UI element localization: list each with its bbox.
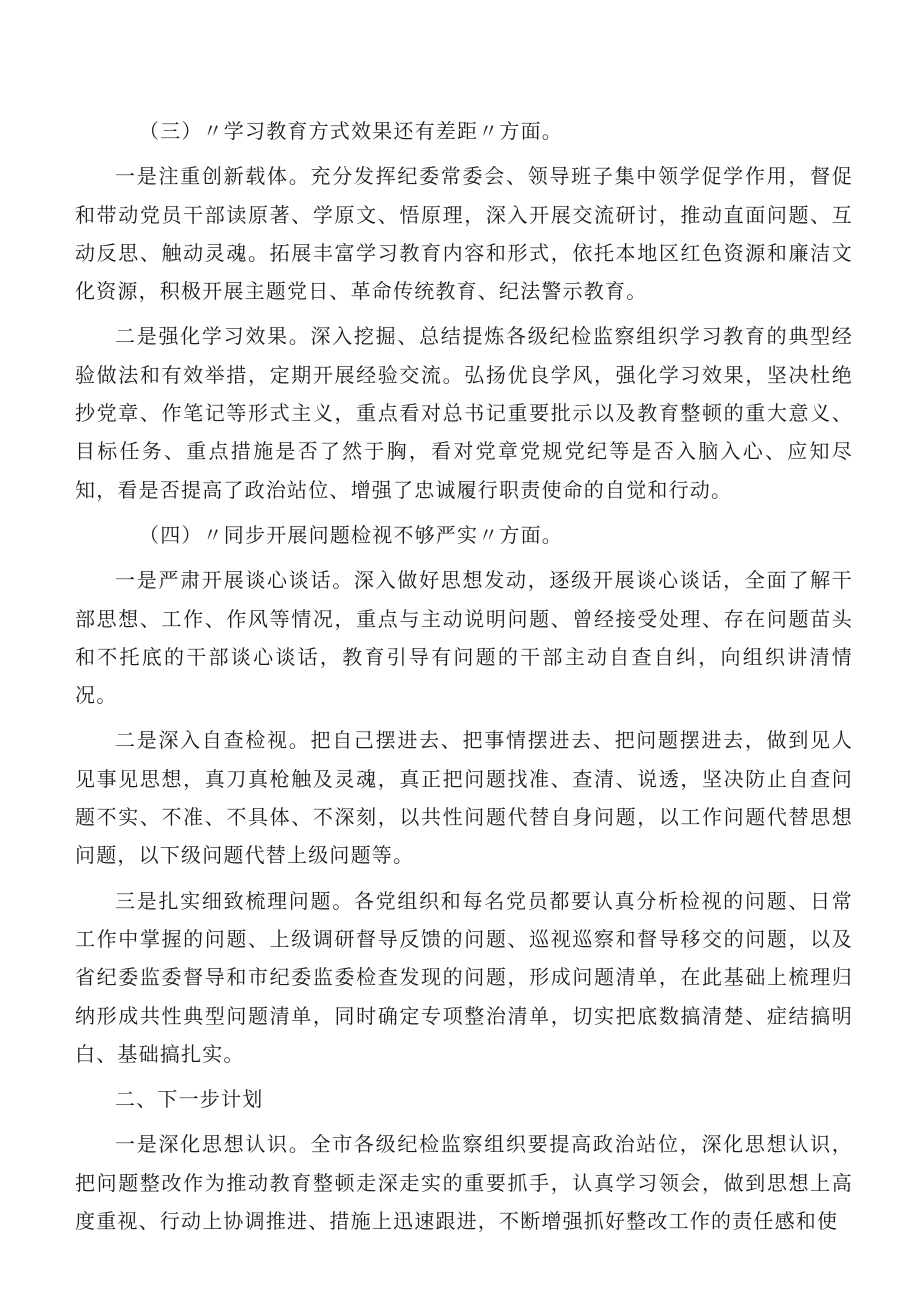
paragraph-strengthen-learning: 二是强化学习效果。深入挖掘、总结提炼各级纪检监察组织学习教育的典型经验做法和有效举措，定期开展经验交流。弘扬优良学风，强化学习效果，坚决杜绝抄党章、作笔记等形式主义，重点看对总书记重要批示以及教育整顿的重大意义、目标任务、重点措施是否了然于胸，看对党章党规党纪等是否入脑入心、应知尽知，看是否提高了政治站位、增强了忠诚履行职责使命的自觉和行动。 — [75, 324, 853, 502]
paragraph-deepen-understanding: 一是深化思想认识。全市各级纪检监察组织要提高政治站位，深化思想认识，把问题整改作为推动教育整顿走深走实的重要抓手，认真学习领会，做到思想上高度重视、行动上协调推进、措施上迅速跟进，不断增强抓好整改工作的责任感和使 — [75, 1132, 853, 1234]
heading-section-four: （四）〃同步开展问题检视不够严实〃方面。 — [139, 522, 563, 547]
section-title-next-plan: 二、下一步计划 — [115, 1087, 264, 1112]
paragraph-heart-to-heart-talks: 一是严肃开展谈心谈话。深入做好思想发动，逐级开展谈心谈话，全面了解干部思想、工作、作风等情况，重点与主动说明问题、曾经接受处理、存在问题苗头和不托底的干部谈心谈话，教育引导有问题的干部主动自查自纠，向组织讲清情况。 — [75, 568, 853, 708]
paragraph-sort-out-problems: 三是扎实细致梳理问题。各党组织和每名党员都要认真分析检视的问题、日常工作中掌握的问题、上级调研督导反馈的问题、巡视巡察和督导移交的问题，以及省纪委监委督导和市纪委监委检查发现的问题，形成问题清单，在此基础上梳理归纳形成共性典型问题清单，同时确定专项整治清单，切实把底数搞清楚、症结搞明白、基础搞扎实。 — [75, 888, 853, 1066]
paragraph-self-inspection: 二是深入自查检视。把自己摆进去、把事情摆进去、把问题摆进去，做到见人见事见思想，真刀真枪触及灵魂，真正把问题找准、查清、说透，坚决防止自查问题不实、不准、不具体、不深刻，以共性问题代替自身问题，以工作问题代替思想问题，以下级问题代替上级问题等。 — [75, 728, 853, 868]
heading-section-three: （三）〃学习教育方式效果还有差距〃方面。 — [139, 119, 563, 143]
document-body — [75, 112, 853, 1247]
paragraph-innovate-carriers: 一是注重创新载体。充分发挥纪委常委会、领导班子集中领学促学作用，督促和带动党员干部读原著、学原文、悟原理，深入开展交流研讨，推动直面问题、互动反思、触动灵魂。拓展丰富学习教育内容和形式，依托本地区红色资源和廉洁文化资源，积极开展主题党日、革命传统教育、纪法警示教育。 — [75, 164, 853, 304]
